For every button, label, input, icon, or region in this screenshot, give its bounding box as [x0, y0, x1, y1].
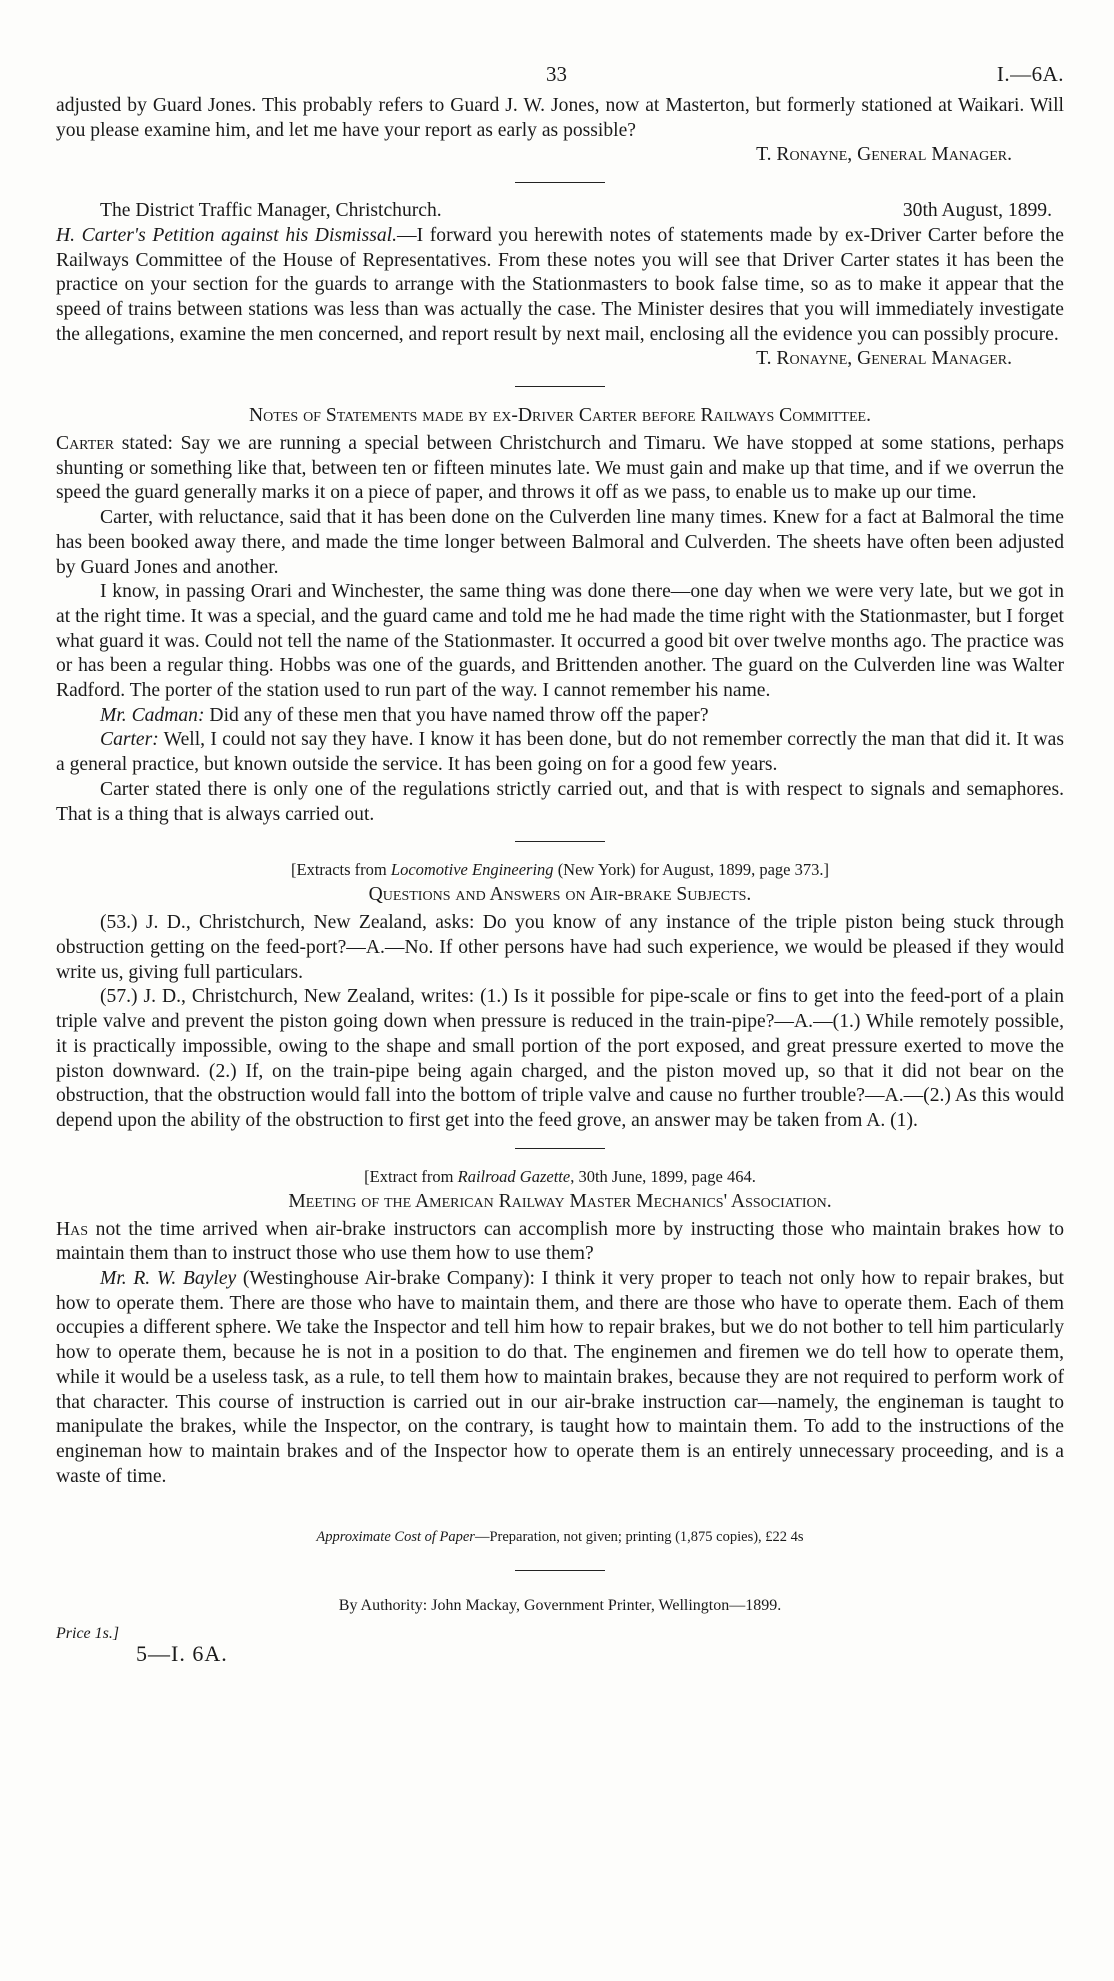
extract-paragraph	[56, 1267, 1064, 1489]
letter-two-text: —I forward you herewith notes of statements made by ex-Driver Carter before the Railways Committee of the House of Representatives. From these notes you will see that Driver Carter states it has been the practice on your section for the guards to arrange with the Stationmasters to book false time, so as to make it appear that the speed of trains between stations was less than was actually the case. The Minister desires that you will immediately investigate the allegations, examine the men concerned, and report result by next mail, enclosing all the evidence you can possibly procure.	[56, 224, 1064, 345]
paragraph-text: stated: Say we are running a special between Christchurch and Timaru. We have stopped at some stations, perhaps shunting or something like that, between ten or fifteen minutes late. We must gain and make up that time, and if we overrun the speed the guard generally marks it on a piece of paper, and throws it off as we pass, to enable us to make up our time.	[56, 433, 1064, 504]
section-divider	[515, 386, 605, 387]
notes-paragraph: Carter stated there is only one of the regulations strictly carried out, and that is with respect to signals and semaphores. That is a thing that is always carried out.	[56, 778, 1064, 825]
letter-two-body	[56, 224, 1064, 348]
letter-subject: H. Carter's Petition against his Dismissal.	[56, 224, 398, 246]
question-paragraph	[56, 704, 1064, 729]
section-divider	[515, 182, 605, 183]
letter-one-signature: T. Ronayne, General Manager.	[756, 144, 1012, 166]
notes-paragraph: I know, in passing Orari and Winchester, the same thing was done there—one day when we were very late, but we got in at the right time. It was a special, and the guard came and told me he had made the time right with the Stationmaster, but I forget what guard it was. Could not tell the name of the Stationmaster. It occurred a good bit over twelve months ago. The practice was or has been a regular thing. Hobbs was one of the guards, and Brittenden another. The guard on the Culverden line was Walter Radford. The porter of the station used to run part of the way. I cannot remember his name.	[56, 581, 1064, 702]
source-text: , 30th June, 1899, page 464.	[570, 1166, 756, 1186]
notes-title: Notes of Statements made by ex-Driver Carter before Railways Committee.	[249, 405, 871, 427]
speaker: Mr. Cadman:	[100, 704, 205, 726]
notes-paragraph	[56, 432, 1064, 506]
question-57: (57.) J. D., Christchurch, New Zealand, writes: (1.) Is it possible for pipe-scale or fins to get into the feed-port of a plain triple valve and prevent the piston going down when pressure is reduced in the train-pipe?—A.—(1.) While remotely possible, it is practically impossible, owing to the shape and small portion of the port exposed, and great pressure exerted to move the piston downward. (2.) If, on the train-pipe being again charged, and the piston moved up, so that it did not bear on the obstruction, that the obstruction would fall into the bottom of triple valve and cause no further trouble?—A.—(2.) As this would depend upon the ability of the obstruction to first get into the feed grove, an answer may be taken from A. (1).	[56, 986, 1064, 1131]
answer-paragraph	[56, 728, 1064, 777]
extract-one	[56, 858, 1064, 1133]
letter-one-body: adjusted by Guard Jones. This probably refers to Guard J. W. Jones, now at Masterton, but formerly stationed at Waikari. Will you please examine him, and let me have your report as early as possible?	[56, 95, 1064, 141]
printer-authority: By Authority: John Mackay, Government Printer, Wellington—1899.	[338, 1597, 782, 1615]
letter-date: 30th August, 1899.	[902, 200, 1052, 222]
notes-paragraph: Carter, with reluctance, said that it has been done on the Culverden line many times. Knew for a fact at Balmoral the time has been booked away there, and made the time longer between Balmoral and Culverden. The sheets have often been adjusted by Guard Jones and another.	[56, 507, 1064, 578]
page-header	[56, 52, 1064, 94]
section-divider	[515, 1148, 605, 1149]
extract-title: Meeting of the American Railway Master Mechanics' Association.	[288, 1190, 832, 1212]
footer-divider	[515, 1570, 605, 1571]
paragraph-lead: Has	[56, 1218, 89, 1240]
document-reference: I.—6A.	[996, 62, 1064, 86]
paragraph-text: not the time arrived when air-brake instructors can accomplish more by instructing those who maintain brakes how to maintain them than to instruct those who use them how to use them?	[56, 1218, 1064, 1265]
addressee: The District Traffic Manager, Christchurch.	[100, 200, 442, 222]
extract-source	[56, 1165, 1064, 1189]
source-text: [Extracts from	[291, 860, 391, 880]
paragraph-text: Well, I could not say they have. I know it has been done, but do not remember correctly the man that did it. It was a general practice, but known outside the service. It has been going on for a good few years.	[56, 729, 1064, 776]
cost-note	[56, 1529, 1064, 1546]
footer-reference: 5—I. 6A.	[136, 1641, 228, 1667]
extract-paragraph	[56, 1218, 1064, 1267]
source-title: Locomotive Engineering	[390, 860, 554, 880]
question-53: (53.) J. D., Christchurch, New Zealand, asks: Do you know of any instance of the triple piston being stuck through obstruction getting on the feed-port?—A.—No. If other persons have had such experience, we would be pleased if they would write us, giving full particulars.	[56, 912, 1064, 983]
paragraph-lead: Carter	[56, 433, 115, 455]
extract-source	[56, 858, 1064, 882]
cost-text: —Preparation, not given; printing (1,875 copies), £22 4s	[474, 1529, 804, 1546]
section-divider	[515, 841, 605, 842]
paragraph-text: Did any of these men that you have named throw off the paper?	[204, 704, 709, 726]
notes-section	[56, 403, 1064, 827]
page-number: 33	[546, 62, 567, 86]
speaker: Mr. R. W. Bayley	[100, 1268, 237, 1290]
letter-two-signature: T. Ronayne, General Manager.	[756, 348, 1012, 370]
speaker: Carter:	[100, 729, 159, 751]
extract-title: Questions and Answers on Air-brake Subjects.	[368, 884, 752, 906]
extract-two	[56, 1165, 1064, 1490]
paragraph-text: (Westinghouse Air-brake Company): I think it very proper to teach not only how to repair brakes, but how to operate them. There are those who have to maintain them, and there are those who have to operate them. Each of them occupies a different sphere. We take the Inspector and tell him how to repair brakes, but we do not bother to tell him particularly how to operate them, because he is not in a position to do that. The enginemen and firemen we do tell how to operate them, while it would be a useless task, as a rule, to tell them how to maintain brakes, because they are not required to perform work of that character. This course of instruction is carried out in our air-brake instruction car—namely, the engineman is taught to manipulate the brakes, while the Inspector, on the contrary, is taught how to maintain them. To add to the instructions of the engineman how to maintain brakes and of the Inspector how to operate them is an entirely unnecessary proceeding, and is a waste of time.	[56, 1268, 1064, 1487]
cost-label: Approximate Cost of Paper	[316, 1529, 475, 1546]
price: Price 1s.]	[56, 1625, 120, 1643]
letter-two-header	[56, 199, 1064, 224]
letter-one	[56, 94, 1064, 168]
letter-two	[56, 199, 1064, 372]
source-title: Railroad Gazette	[457, 1166, 571, 1186]
source-text: (New York) for August, 1899, page 373.]	[553, 860, 829, 880]
source-text: [Extract from	[364, 1166, 458, 1186]
